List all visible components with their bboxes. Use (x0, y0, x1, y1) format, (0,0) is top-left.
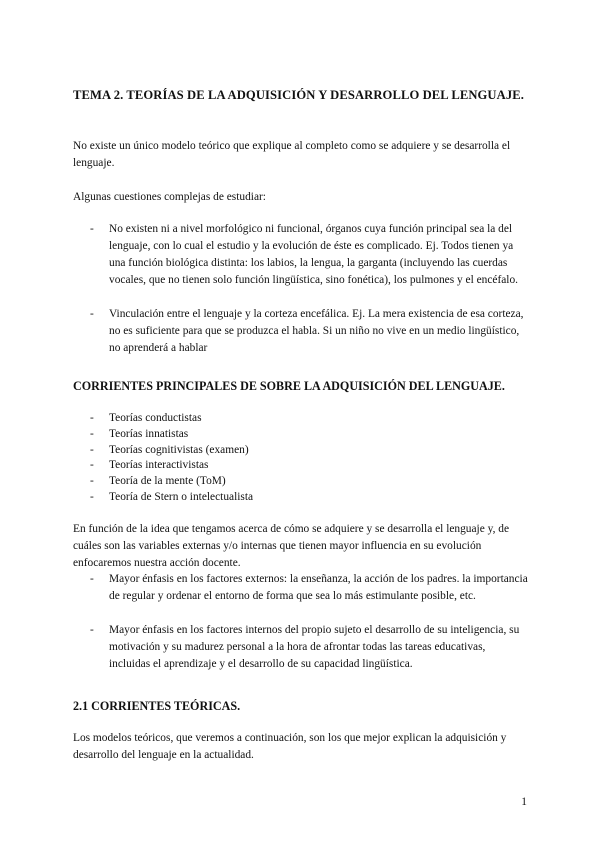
list-item (73, 306, 528, 357)
dash-bullet: - (90, 223, 94, 235)
list-item-text: Teorías cognitivistas (examen) (109, 443, 249, 456)
dash-bullet: - (90, 308, 94, 320)
list-item (73, 622, 528, 673)
list-item (73, 571, 528, 605)
list-item-text: Teoría de Stern o intelectualista (109, 490, 254, 503)
list-item-text: Mayor énfasis en los factores externos: la enseñanza, la acción de los padres. la importancia de regular y ordenar el entorno de forma que sea lo más estimulante posible, etc. (109, 573, 528, 602)
list-item (73, 458, 528, 474)
list-item-text: Vinculación entre el lenguaje y la corteza encefálica. Ej. La mera existencia de esa corteza, no es suficiente para que se produzca el habla. Si un niño no vive en un medio lingüístico, no aprenderá a hablar (109, 308, 524, 354)
complex-intro: Algunas cuestiones complejas de estudiar: (73, 191, 266, 203)
document-title: TEMA 2. TEORÍAS DE LA ADQUISICIÓN Y DESARROLLO DEL LENGUAJE. (73, 88, 524, 102)
list-item-text: Teorías interactivistas (109, 459, 209, 472)
complex-list (73, 221, 528, 357)
list-item (73, 427, 528, 443)
list-item-text: Teorías innatistas (109, 427, 189, 440)
dash-bullet: - (90, 412, 94, 424)
section-heading: 2.1 CORRIENTES TEÓRICAS. (73, 699, 241, 713)
list-item (73, 221, 528, 289)
list-item-text: Teoría de la mente (ToM) (109, 475, 226, 488)
dash-bullet: - (90, 443, 94, 456)
list-item-text: Teorías conductistas (109, 412, 202, 424)
dash-bullet: - (90, 624, 94, 636)
list-item (73, 411, 528, 427)
dash-bullet: - (90, 427, 94, 440)
dash-bullet: - (90, 573, 94, 585)
list-item (73, 474, 528, 490)
list-item-text: No existen ni a nivel morfológico ni funcional, órganos cuya función principal sea la del lenguaje, con lo cual el estudio y la evolución de éste es complicado. Ej. Todos tienen ya una función biológica distinta: los labios, la lengua, la garganta (incluyendo las cuerdas vocales, que no tienen solo función lingüística, sino fonética), los pulmones y el encéfalo. (109, 223, 519, 286)
list-item (73, 490, 528, 506)
currents-heading: CORRIENTES PRINCIPALES DE SOBRE LA ADQUISICIÓN DEL LENGUAJE. (73, 379, 505, 393)
list-item-text: Mayor énfasis en los factores internos del propio sujeto el desarrollo de su inteligencia, su motivación y su madurez personal a la hora de afrontar todas las tareas educativas, incluidas el aprendizaje y el desarrollo de su capacidad lingüística. (109, 624, 520, 670)
dash-bullet: - (90, 475, 94, 488)
currents-list (73, 411, 528, 506)
section-paragraph: Los modelos teóricos, que veremos a continuación, son los que mejor explican la adquisición y desarrollo del lenguaje en la actualidad. (73, 732, 507, 761)
factors-list (73, 571, 528, 673)
list-item (73, 443, 528, 459)
page-number: 1 (521, 796, 527, 808)
dash-bullet: - (90, 459, 94, 472)
intro-paragraph: No existe un único modelo teórico que explique al completo como se adquiere y se desarrolla el lenguaje. (73, 140, 511, 169)
function-paragraph: En función de la idea que tengamos acerca de cómo se adquiere y se desarrolla el lenguaje y, de cuáles son las variables externas y/o internas que tienen mayor influencia en su evolución enfocaremos nuestra acción docente. (73, 523, 510, 569)
dash-bullet: - (90, 490, 94, 503)
